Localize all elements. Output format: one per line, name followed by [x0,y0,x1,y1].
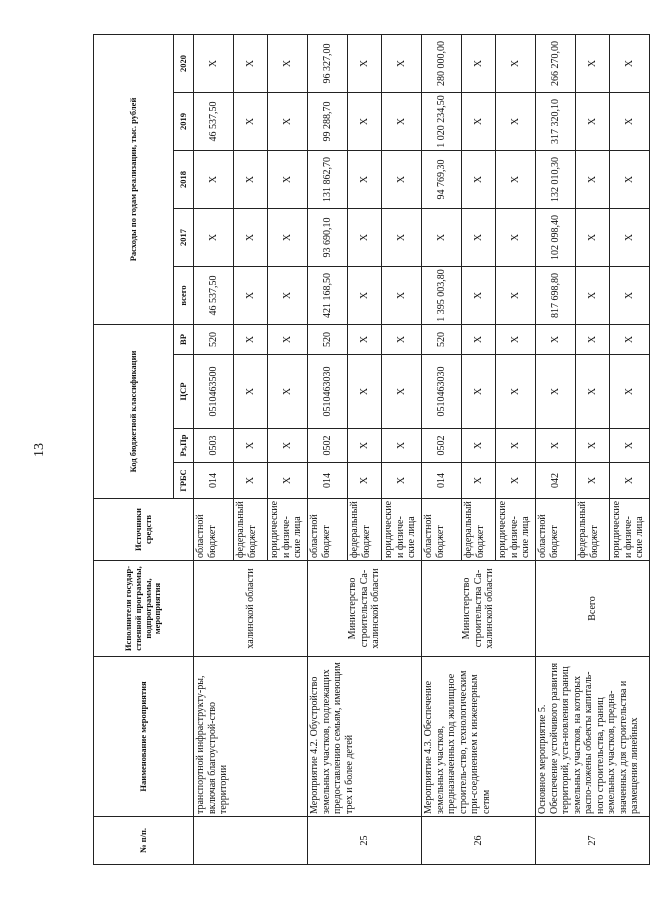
cell-2018: Х [268,151,308,209]
vr-cell: 520 [308,325,348,355]
funding-source: юридические и физиче-ские лица [496,499,536,561]
page-number: 13 [32,443,47,457]
header-rzpr: Рз,Пр [174,429,194,463]
csr-cell: Х [536,355,576,429]
cell-2017: Х [234,209,268,267]
funding-source: областной бюджет [536,499,576,561]
vr-cell: Х [234,325,268,355]
cell-2018: Х [348,151,382,209]
header-2019: 2019 [174,93,194,151]
csr-cell: Х [234,355,268,429]
total-cell: Х [268,267,308,325]
row-number: 26 [422,817,536,865]
rzpr-cell: Х [268,429,308,463]
rzpr-cell: 0502 [308,429,348,463]
cell-2019: Х [382,93,422,151]
cell-2019: Х [268,93,308,151]
cell-2017: Х [348,209,382,267]
cell-2019: Х [496,93,536,151]
rzpr-cell: Х [610,429,650,463]
cell-2017: Х [576,209,610,267]
grbs-cell: Х [496,463,536,499]
header-csr: ЦСР [174,355,194,429]
row-number: 27 [536,817,650,865]
grbs-cell: Х [462,463,496,499]
cell-2018: Х [234,151,268,209]
total-cell: Х [496,267,536,325]
vr-cell: Х [382,325,422,355]
cell-2019: 99 288,70 [308,93,348,151]
budget-table [93,34,650,865]
rzpr-cell: 0502 [422,429,462,463]
rzpr-cell: Х [382,429,422,463]
cell-2017: 102 098,40 [536,209,576,267]
executor: Министерство строительства Са-халинской области [308,561,422,657]
cell-2020: 96 327,00 [308,34,348,92]
rzpr-cell: Х [576,429,610,463]
measure-name: Мероприятие 4.2. Обустройство земельных участков, подлежащих предоставлению семьям, имеющим трех и более детей [308,657,422,817]
cell-2018: 132 010,30 [536,151,576,209]
csr-cell: Х [268,355,308,429]
cell-2020: Х [194,34,234,92]
csr-cell: Х [382,355,422,429]
total-cell: Х [610,267,650,325]
cell-2019: Х [576,93,610,151]
funding-source: юридические и физиче-ские лица [382,499,422,561]
csr-cell: 0510463030 [308,355,348,429]
cell-2020: Х [462,34,496,92]
grbs-cell: 014 [308,463,348,499]
executor: Всего [536,561,650,657]
cell-2017: Х [382,209,422,267]
cell-2017: Х [496,209,536,267]
rzpr-cell: Х [496,429,536,463]
total-cell: 1 395 003,80 [422,267,462,325]
cell-2017: 93 690,10 [308,209,348,267]
rzpr-cell: Х [462,429,496,463]
vr-cell: 520 [422,325,462,355]
header-grbs: ГРБС [174,463,194,499]
grbs-cell: Х [610,463,650,499]
rzpr-cell: Х [234,429,268,463]
cell-2018: Х [610,151,650,209]
cell-2020: Х [496,34,536,92]
header-executor: Исполнители государ-ственной программы, подпрограммы, мероприятия [94,561,194,657]
rotated-table-container [93,0,645,865]
total-cell: Х [234,267,268,325]
vr-cell: Х [536,325,576,355]
vr-cell: Х [576,325,610,355]
funding-source: федеральный бюджет [348,499,382,561]
cell-2018: 131 862,70 [308,151,348,209]
vr-cell: Х [462,325,496,355]
cell-2018: Х [496,151,536,209]
row-number: 25 [308,817,422,865]
table-row [308,34,348,864]
header-budget-code: Код бюджетной классификации [94,325,174,499]
funding-source: федеральный бюджет [576,499,610,561]
vr-cell: Х [268,325,308,355]
funding-source: юридические и физиче-ские лица [610,499,650,561]
cell-2018: Х [194,151,234,209]
cell-2020: Х [576,34,610,92]
header-2020: 2020 [174,34,194,92]
total-cell: Х [576,267,610,325]
vr-cell: Х [348,325,382,355]
header-2018: 2018 [174,151,194,209]
rzpr-cell: Х [348,429,382,463]
header-sources: Источники средств [94,499,194,561]
cell-2020: Х [348,34,382,92]
cell-2019: 317 320,10 [536,93,576,151]
cell-2018: Х [576,151,610,209]
table-row [194,34,234,864]
cell-2020: Х [610,34,650,92]
header-vr: ВР [174,325,194,355]
grbs-cell: 014 [422,463,462,499]
cell-2019: Х [348,93,382,151]
csr-cell: Х [576,355,610,429]
cell-2019: Х [462,93,496,151]
total-cell: 46 537,50 [194,267,234,325]
table-row [422,34,462,864]
total-cell: Х [348,267,382,325]
header-total: всего [174,267,194,325]
header-expenses: Расходы по годам реализации, тыс. рублей [94,34,174,324]
grbs-cell: Х [268,463,308,499]
cell-2020: 266 270,00 [536,34,576,92]
grbs-cell: Х [348,463,382,499]
csr-cell: Х [496,355,536,429]
rzpr-cell: Х [536,429,576,463]
measure-name: Основное мероприятие 5. Обеспечение устойчивого развития территорий, уста-новления границ земельных участков, на которых распо-ложены объекты капиталь-ного строительства, границ земельных участков, предна-значенных для строительства и размещения линейных [536,657,650,817]
cell-2018: 94 769,30 [422,151,462,209]
vr-cell: Х [496,325,536,355]
csr-cell: 0510463500 [194,355,234,429]
executor: халинской области [194,561,308,657]
funding-source: федеральный бюджет [462,499,496,561]
cell-2017: Х [462,209,496,267]
funding-source: областной бюджет [422,499,462,561]
rzpr-cell: 0503 [194,429,234,463]
total-cell: 817 698,80 [536,267,576,325]
cell-2018: Х [382,151,422,209]
measure-name: Мероприятие 4.3. Обеспечение земельных участков, предназначенных под жилищное строитель-ство, технологическим при-соединением к инженерным сетям [422,657,536,817]
cell-2020: Х [382,34,422,92]
vr-cell: Х [610,325,650,355]
measure-name: транспортной инфраструкту-ры, включая благоустрой-ство территории [194,657,308,817]
grbs-cell: Х [234,463,268,499]
executor: Министерство строительства Са-халинской области [422,561,536,657]
csr-cell: Х [610,355,650,429]
funding-source: областной бюджет [194,499,234,561]
grbs-cell: Х [576,463,610,499]
vr-cell: 520 [194,325,234,355]
funding-source: федеральный бюджет [234,499,268,561]
csr-cell: Х [462,355,496,429]
cell-2020: Х [268,34,308,92]
cell-2019: 46 537,50 [194,93,234,151]
row-number [194,817,308,865]
cell-2020: Х [234,34,268,92]
table-row [536,34,576,864]
grbs-cell: Х [382,463,422,499]
total-cell: Х [382,267,422,325]
cell-2019: 1 020 234,50 [422,93,462,151]
cell-2020: 280 000,00 [422,34,462,92]
csr-cell: Х [348,355,382,429]
cell-2017: Х [194,209,234,267]
cell-2019: Х [610,93,650,151]
cell-2017: Х [610,209,650,267]
funding-source: юридические и физиче-ские лица [268,499,308,561]
header-2017: 2017 [174,209,194,267]
header-name: Наименование мероприятия [94,657,194,817]
cell-2017: Х [422,209,462,267]
header-num: № п/п. [94,817,194,865]
table-body [194,34,650,864]
csr-cell: 0510463030 [422,355,462,429]
cell-2017: Х [268,209,308,267]
total-cell: 421 168,50 [308,267,348,325]
total-cell: Х [462,267,496,325]
grbs-cell: 014 [194,463,234,499]
cell-2018: Х [462,151,496,209]
grbs-cell: 042 [536,463,576,499]
funding-source: областной бюджет [308,499,348,561]
cell-2019: Х [234,93,268,151]
